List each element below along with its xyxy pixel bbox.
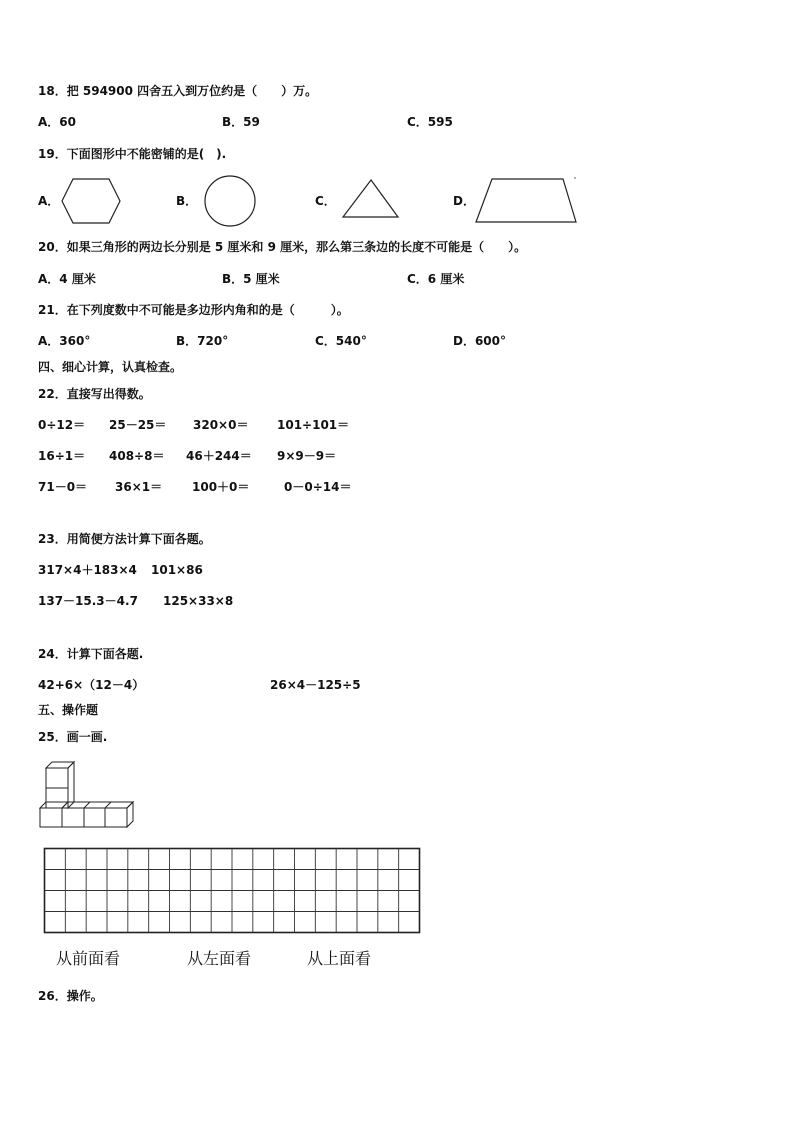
q22-item: 320×0＝: [193, 418, 249, 432]
q21-option-b: B．720°: [176, 334, 229, 348]
q18-stem: 18．把 594900 四舍五入到万位约是（ ）万。: [38, 84, 318, 98]
view-label-front: 从前面看: [56, 949, 121, 968]
q24-stem: 24．计算下面各题.: [38, 647, 144, 661]
q23-item: 101×86: [151, 563, 203, 577]
q22-item: 408÷8＝: [109, 449, 165, 463]
q22-item: 9×9－9＝: [277, 449, 337, 463]
hexagon-shape: [60, 177, 122, 225]
q22-item: 71－0＝: [38, 480, 88, 494]
q22-item: 25－25＝: [109, 418, 167, 432]
circle-shape: [202, 174, 258, 228]
drawing-grid[interactable]: [43, 847, 423, 935]
q23-item: 137－15.3－4.7: [38, 594, 138, 608]
q22-item: 46＋244＝: [186, 449, 252, 463]
q26-stem: 26．操作。: [38, 989, 103, 1003]
trapezoid-shape: [474, 174, 580, 226]
q18-option-b: B．59: [222, 115, 260, 129]
section-five-heading: 五、操作题: [38, 703, 99, 717]
q20-option-c: C．6 厘米: [407, 272, 465, 286]
q22-item: 0÷12＝: [38, 418, 86, 432]
q19-option-d-letter: D．: [453, 194, 475, 208]
q23-stem: 23．用简便方法计算下面各题。: [38, 532, 211, 546]
q21-stem: 21．在下列度数中不可能是多边形内角和的是（ ）。: [38, 303, 349, 317]
q22-item: 0－0÷14＝: [284, 480, 352, 494]
q20-option-b: B．5 厘米: [222, 272, 280, 286]
q23-item: 317×4＋183×4: [38, 563, 137, 577]
view-label-left: 从左面看: [187, 949, 252, 968]
q18-option-c: C．595: [407, 115, 453, 129]
q20-stem: 20．如果三角形的两边长分别是 5 厘米和 9 厘米，那么第三条边的长度不可能是（ ）。: [38, 240, 527, 254]
q23-item: 125×33×8: [163, 594, 234, 608]
q19-stem: 19．下面图形中不能密铺的是( ).: [38, 147, 227, 161]
q21-option-d: D．600°: [453, 334, 507, 348]
cube-stack-figure: [38, 760, 134, 830]
q21-option-a: A．360°: [38, 334, 91, 348]
q22-item: 36×1＝: [115, 480, 163, 494]
section-four-heading: 四、细心计算，认真检查。: [38, 360, 183, 374]
q25-stem: 25．画一画.: [38, 730, 108, 744]
q18-option-a: A．60: [38, 115, 76, 129]
q19-option-a-letter: A．: [38, 194, 60, 208]
q21-option-c: C．540°: [315, 334, 367, 348]
q19-option-c-letter: C．: [315, 194, 336, 208]
q19-option-b-letter: B．: [176, 194, 198, 208]
q24-item: 42+6×（12－4）: [38, 678, 145, 692]
q20-option-a: A．4 厘米: [38, 272, 96, 286]
q22-item: 100＋0＝: [192, 480, 250, 494]
q22-item: 16÷1＝: [38, 449, 86, 463]
q22-stem: 22．直接写出得数。: [38, 387, 151, 401]
q24-item: 26×4－125÷5: [270, 678, 361, 692]
q22-item: 101÷101＝: [277, 418, 350, 432]
triangle-shape: [340, 178, 402, 220]
view-label-top: 从上面看: [307, 949, 372, 968]
